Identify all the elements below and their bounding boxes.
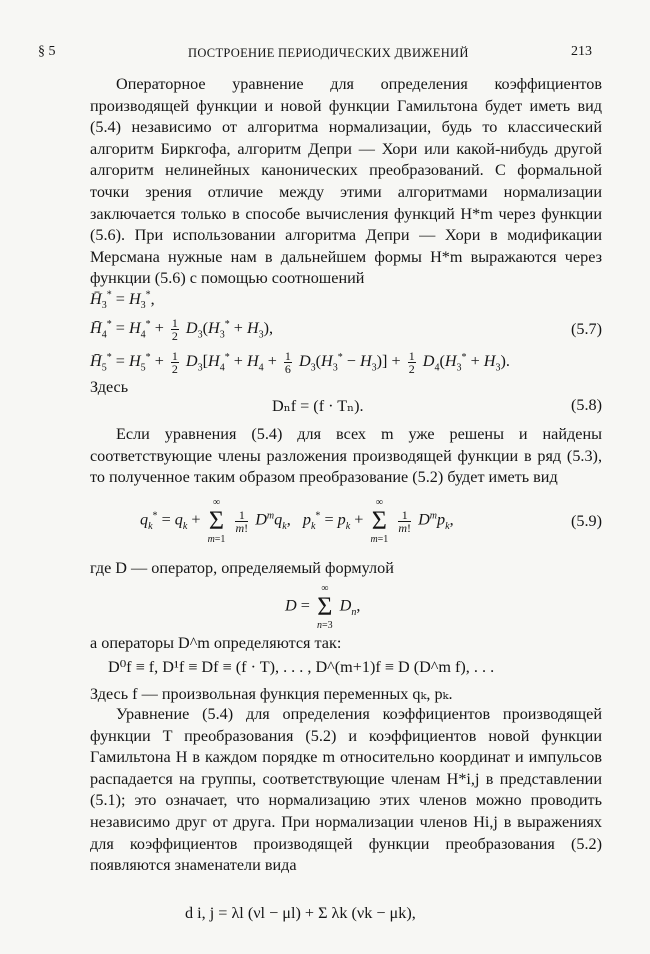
eq-h5: $H̄_5^* = H_5^*$ + $\frac{1}{2}$ $D_3[H_4^* + H_4$ + $\frac{1}{6}$ $D_3(H_3^* - H_3)$] + $\frac{1}{2}$ $D_4(H_3^* + H_3)$. (90, 349, 510, 376)
eq-5-8: Dₙf = (f · Tₙ). (272, 397, 364, 415)
paragraph-2: Если уравнения (5.4) для всех m уже решены и найдены соответствующие члены разложения производящей функции в ряд (5.3), то полученное таким образом преобразование (5.2) будет иметь вид (90, 425, 602, 487)
running-header (0, 44, 650, 64)
eq-denominator: d i, j = λl (νl − μl) + Σ λk (νk − μk), (185, 904, 416, 922)
eq-d-sum: D = ∞ Σ n=3 $D_n$, (285, 583, 361, 631)
eq-h4: $H̄_4^* = H_4^*$ + $\frac{1}{2}$ $D_3(H_3^* + H_3)$, (90, 316, 274, 343)
zdes-label: Здесь (90, 378, 129, 396)
page-number: 213 (571, 44, 592, 59)
eq-label-5-7: (5.7) (570, 320, 602, 338)
line-gde: где D — оператор, определяемый формулой (90, 559, 394, 577)
eq-label-5-9: (5.9) (570, 512, 602, 530)
line-chain: D⁰f ≡ f, D¹f ≡ Df ≡ (f · T), . . . , D^(m+1)f ≡ D (D^m f), . . . (108, 658, 495, 676)
section-number: § 5 (38, 44, 56, 59)
running-title: ПОСТРОЕНИЕ ПЕРИОДИЧЕСКИХ ДВИЖЕНИЙ (188, 46, 469, 60)
paragraph-1: Операторное уравнение для определения коэффициентов производящей функции и новой функции Гамильтона будет иметь вид (5.4) независимо от алгоритма нормализации, будь то классический алгоритм Биркгофа, алгоритм Депри — Хори или какой-нибудь другой алгоритм нелинейных канонических преобразований. С формальной точки зрения отличие между этими алгоритмами нормализации заключается только в способе вычисления функций H*m через функции (5.6). При использовании алгоритма Депри — Хори в модификации Мерсмана нужные нам в дальнейшем формы H*m выражаются через функции (5.6) с помощью соотношений (90, 75, 602, 288)
eq-h3: $H̄_3^* = H_3^*$, (90, 289, 155, 312)
eq-5-9: $q_k^* = q_k$ + ∞ Σ m=1 $\frac{1}{m!}$ $D^mq_k$, $p_k^* = p_k$ + ∞ Σ m=1 $\frac{1}{m!}$ $D^mp_k$, (140, 497, 454, 545)
eq-label-5-8: (5.8) (570, 396, 602, 414)
paragraph-3: Уравнение (5.4) для определения коэффициентов производящей функции T преобразования (5.2) и коэффициентов новой функции Гамильтона H в каждом порядке m относительно координат и импульсов распадается на группы, соответствующие членам H*i,j в представлении (5.1); это означает, что нормализацию этих членов можно проводить независимо друг от друга. При нормализации членов Hi,j в выражениях для коэффициентов производящей функции преобразования (5.2) появляются знаменатели вида (90, 705, 602, 875)
line-zdes-f: Здесь f — произвольная функция переменных qₖ, pₖ. (90, 685, 453, 703)
line-operators: а операторы D^m определяются так: (90, 634, 342, 652)
